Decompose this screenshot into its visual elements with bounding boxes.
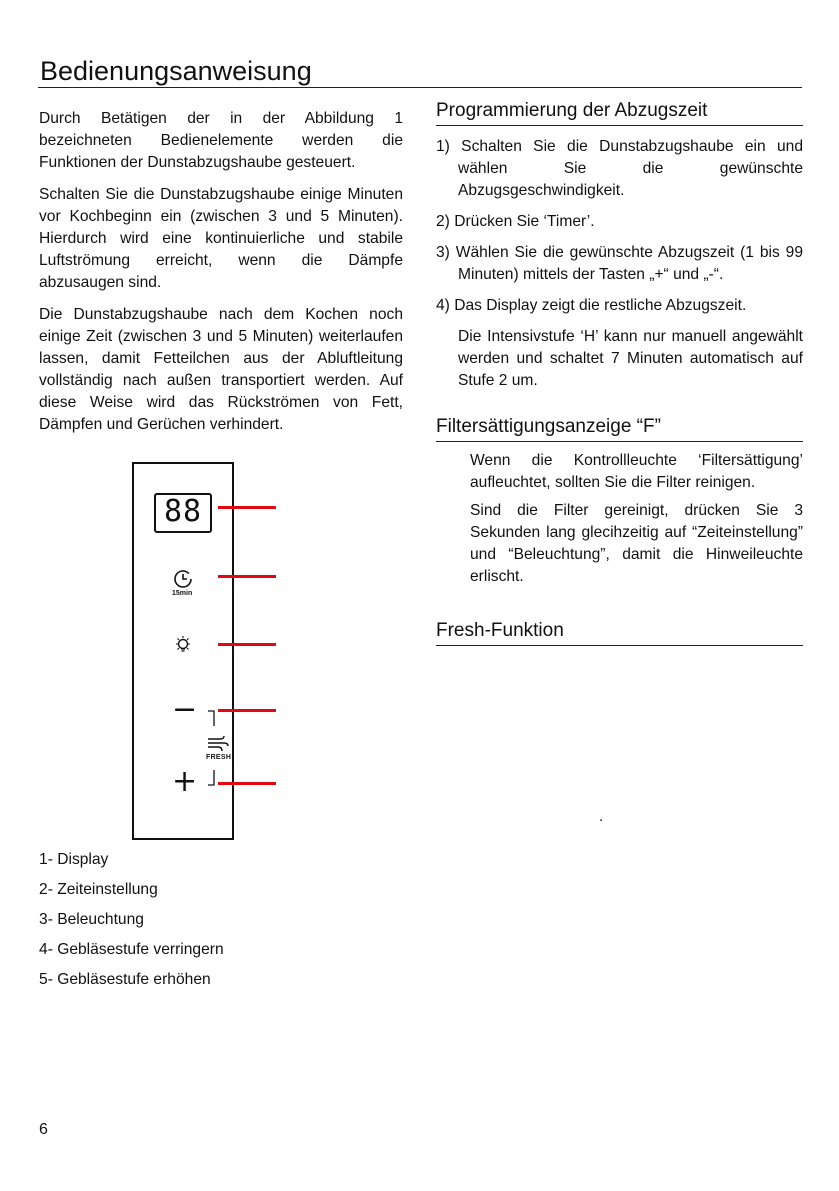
page-number: 6 xyxy=(39,1121,48,1138)
legend-text: - Gebläsestufe verringern xyxy=(47,941,224,958)
callout-line-1 xyxy=(218,506,276,509)
intro-paragraph-3: Die Dunstabzugshaube nach dem Kochen noch einige Zeit (zwischen 3 und 5 Minuten) weiterlaufen lassen, damit Fetteilchen aus der Abluftleitung vollständig nach außen transportiert werden. Auf diese Weise wird das Rückströmen von Fett, Dämpfen und Gerüchen verhindert. xyxy=(39,306,403,433)
callout-line-5 xyxy=(218,782,276,785)
legend-text: - Beleuchtung xyxy=(47,911,144,928)
timer-label: 15min xyxy=(172,590,193,597)
control-legend xyxy=(39,849,419,999)
intro-column xyxy=(39,108,403,446)
page-title: Bedienungsanweisung xyxy=(40,56,312,86)
stray-dot: . xyxy=(599,808,604,825)
programming-step: 1) Schalten Sie die Dunstabzugshaube ein und wählen Sie die gewünschte Abzugsgeschwindigkeit. xyxy=(436,138,803,199)
callout-line-4 xyxy=(218,709,276,712)
plus-icon: + xyxy=(172,764,198,799)
minus-icon: − xyxy=(172,692,198,727)
filter-heading: Filtersättigungsanzeige “F” xyxy=(436,414,803,442)
programming-step: 4) Das Display zeigt die restliche Abzugszeit. xyxy=(436,297,747,314)
light-bulb-icon xyxy=(172,634,194,656)
legend-number: 3 xyxy=(39,911,48,928)
intro-paragraph-2: Schalten Sie die Dunstabzugshaube einige Minuten vor Kochbeginn ein (zwischen 3 und 5 Minuten). Hierdurch wird eine kontinuierliche und stabile Luftströmung erreicht, wenn die Dämpfe abzusaugen sind. xyxy=(39,186,403,291)
programming-step: 2) Drücken Sie ‘Timer’. xyxy=(436,213,595,230)
legend-item xyxy=(39,879,419,901)
fresh-heading: Fresh-Funktion xyxy=(436,618,803,646)
legend-number: 4 xyxy=(39,941,48,958)
legend-text: - Gebläsestufe erhöhen xyxy=(47,971,211,988)
fresh-fan-icon xyxy=(206,734,230,754)
legend-item xyxy=(39,909,419,931)
title-divider xyxy=(38,87,802,88)
legend-text: - Display xyxy=(47,851,109,868)
programming-steps xyxy=(436,136,803,317)
legend-item xyxy=(39,969,419,991)
fresh-label: FRESH xyxy=(206,754,232,761)
programming-step: 3) Wählen Sie die gewünschte Abzugszeit (1 bis 99 Minuten) mittels der Tasten „+“ und „-“. xyxy=(436,244,803,283)
legend-text: - Zeiteinstellung xyxy=(47,881,158,898)
legend-number: 2 xyxy=(39,881,48,898)
callout-line-2 xyxy=(218,575,276,578)
intro-paragraph-1: Durch Betätigen der in der Abbildung 1 bezeichneten Bedienelemente werden die Funktionen der Dunstabzugshaube gesteuert. xyxy=(39,110,403,171)
legend-number: 5 xyxy=(39,971,48,988)
display: 88 xyxy=(154,493,212,533)
clock-icon xyxy=(172,568,194,590)
filter-paragraph-2: Sind die Filter gereinigt, drücken Sie 3 Sekunden lang glecihzeitig auf “Zeiteinstellung” und “Beleuchtung”, damit die Hinweileuchte erlischt. xyxy=(470,502,803,585)
control-panel-figure xyxy=(130,462,280,838)
instructions-column xyxy=(436,98,803,646)
legend-item xyxy=(39,849,419,871)
legend-item xyxy=(39,939,419,961)
legend-number: 1 xyxy=(39,851,48,868)
programming-heading: Programmierung der Abzugszeit xyxy=(436,98,803,126)
intensive-note: Die Intensivstufe ‘H’ kann nur manuell angewählt werden und schaltet 7 Minuten automatisch auf Stufe 2 um. xyxy=(458,328,803,389)
filter-paragraph-1: Wenn die Kontrollleuchte ‘Filtersättigung’ aufleuchtet, sollten Sie die Filter reinigen. xyxy=(470,452,803,491)
callout-line-3 xyxy=(218,643,276,646)
